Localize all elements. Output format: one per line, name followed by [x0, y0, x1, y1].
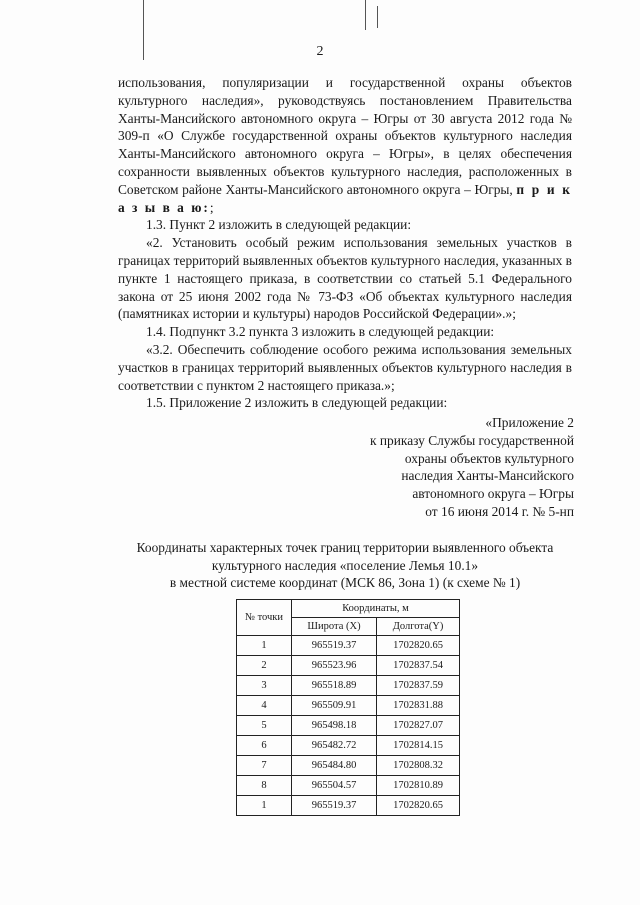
- point-number: 7: [237, 756, 292, 776]
- point-number: 3: [237, 676, 292, 696]
- page-number: 2: [316, 44, 324, 59]
- appendix-line: к приказу Службы государственной: [370, 432, 574, 448]
- coordinates-table: [236, 599, 460, 816]
- appendix-line: автономного округа – Югры: [412, 486, 574, 502]
- scan-artifact-line: [365, 0, 366, 30]
- table-title: [118, 539, 572, 592]
- paragraph-2: 1.3. Пункт 2 изложить в следующей редакции:: [146, 217, 412, 233]
- table-row: [237, 736, 460, 756]
- paragraph-6: 1.5. Приложение 2 изложить в следующей редакции:: [146, 395, 448, 411]
- latitude-value: 965519.37: [292, 636, 377, 656]
- appendix-line: «Приложение 2: [485, 415, 574, 430]
- latitude-value: 965498.18: [292, 716, 377, 736]
- latitude-value: 965519.37: [292, 796, 377, 816]
- table-row: [237, 756, 460, 776]
- table-row: [237, 716, 460, 736]
- longitude-value: 1702810.89: [377, 776, 460, 796]
- appendix-line: наследия Ханты-Мансийского: [401, 468, 574, 484]
- longitude-value: 1702820.65: [377, 796, 460, 816]
- table-title-line: культурного наследия «поселение Лемья 10.1»: [211, 557, 479, 573]
- longitude-value: 1702827.07: [377, 716, 460, 736]
- latitude-value: 965523.96: [292, 656, 377, 676]
- table-row: [237, 676, 460, 696]
- scan-artifact-line: [377, 6, 378, 28]
- point-number: 1: [237, 636, 292, 656]
- header-point-number: № точки: [237, 600, 292, 636]
- header-coordinates: Координаты, м: [292, 600, 460, 618]
- point-number: 4: [237, 696, 292, 716]
- point-number: 1: [237, 796, 292, 816]
- appendix-line: охраны объектов культурного: [404, 450, 574, 466]
- latitude-value: 965484.80: [292, 756, 377, 776]
- table-row: [237, 796, 460, 816]
- table-row: [237, 776, 460, 796]
- appendix-line: от 16 июня 2014 г. № 5-нп: [425, 503, 574, 519]
- point-number: 8: [237, 776, 292, 796]
- appendix-note: [274, 414, 574, 521]
- latitude-value: 965504.57: [292, 776, 377, 796]
- point-number: 6: [237, 736, 292, 756]
- longitude-value: 1702814.15: [377, 736, 460, 756]
- table-title-line: Координаты характерных точек границ территории выявленного объекта: [136, 540, 554, 555]
- latitude-value: 965518.89: [292, 676, 377, 696]
- paragraph-5: «3.2. Обеспечить соблюдение особого режима использования земельных участков в границах территорий выявленных объектов культурного наследия в соответствии с пунктом 2 настоящего приказа.»;: [118, 341, 572, 393]
- table-row: [237, 636, 460, 656]
- longitude-value: 1702808.32: [377, 756, 460, 776]
- paragraph-1: использования, популяризации и государственной охраны объектов культурного наследия», руководствуясь постановлением Правительства Ханты-Мансийского автономного округа – Югры от 30 августа 2012 года № 309-п «О Службе государственной охраны объектов культурного наследия Ханты-Мансийского автономного округа – Югры», в целях обеспечения сохранности выявленных объектов культурного наследия, расположенных в Советском районе Ханты-Мансийского автономного округа – Югры, п р и к а з ы в а ю:;: [118, 75, 572, 215]
- body-text: [118, 74, 572, 412]
- table-row: [237, 696, 460, 716]
- point-number: 5: [237, 716, 292, 736]
- longitude-value: 1702837.59: [377, 676, 460, 696]
- longitude-value: 1702831.88: [377, 696, 460, 716]
- latitude-value: 965509.91: [292, 696, 377, 716]
- table-row: [237, 656, 460, 676]
- header-latitude: Широта (X): [292, 618, 377, 636]
- point-number: 2: [237, 656, 292, 676]
- table-title-line: в местной системе координат (МСК 86, Зона 1) (к схеме № 1): [169, 575, 521, 591]
- longitude-value: 1702837.54: [377, 656, 460, 676]
- paragraph-3: «2. Установить особый режим использования земельных участков в границах территорий выявленных объектов культурного наследия, указанных в пункте 1 настоящего приказа, в соответствии со статьей 5.1 Федерального закона от 25 июня 2002 года № 73-ФЗ «Об объектах культурного наследия (памятниках истории и культуры) народов Российской Федерации».»;: [118, 235, 572, 322]
- longitude-value: 1702820.65: [377, 636, 460, 656]
- paragraph-4: 1.4. Подпункт 3.2 пункта 3 изложить в следующей редакции:: [146, 324, 495, 340]
- latitude-value: 965482.72: [292, 736, 377, 756]
- header-longitude: Долгота(Y): [377, 618, 460, 636]
